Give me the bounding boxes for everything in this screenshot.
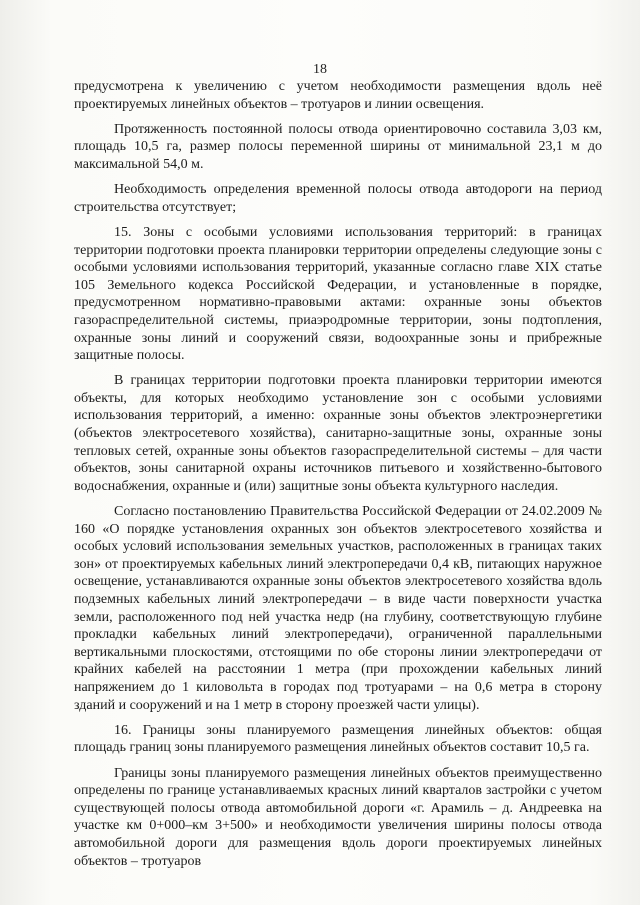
paragraph-special-zones: 15. Зоны с особыми условиями использования территорий: в границах территории подготовки проекта планировки территории определены следующие зоны с особыми условиями использования территорий, указанные согласно главе XIX статье 105 Земельного кодекса Российской Федерации, и установленные в порядке, предусмотренном нормативно-правовыми актами: охранные зоны объектов газораспределительной системы, приаэродромные территории, зоны подтопления, охранные зоны линий и сооружений связи, водоохранные зоны и прибрежные защитные полосы. xyxy=(74,224,602,364)
page-number: 18 xyxy=(313,62,327,77)
paragraph-government-decree: Согласно постановлению Правительства Российской Федерации от 24.02.2009 № 160 «О порядке установления охранных зон объектов электросетевого хозяйства и особых условий использования земельных участков, расположенных в границах таких зон» от проектируемых кабельных линий электропередачи 0,4 кВ, питающих наружное освещение, устанавливаются охранные зоны объектов электросетевого хозяйства вдоль подземных кабельных линий электропередачи – в виде части поверхности участка земли, расположенного под ней участка недр (на глубину, соответствующую глубине прокладки кабельных линий электропередачи), ограниченной параллельными вертикальными плоскостями, отстоящими по обе стороны линии электропередачи от крайних кабелей на расстоянии 1 метра (при прохождении кабельных линий напряжением до 1 киловольта в городах под тротуарами – на 0,6 метра в сторону зданий и сооружений и на 1 метр в сторону проезжей части улицы). xyxy=(74,504,602,713)
paragraph-temporary-allowance: Необходимость определения временной полосы отвода автодороги на период строительства отсутствует; xyxy=(74,182,602,215)
paragraph-row-allowance-continuation: предусмотрена к увеличению с учетом необходимости размещения вдоль неё проектируемых линейных объектов – тротуаров и линии освещения. xyxy=(74,79,602,112)
paragraph-zone-objects: В границах территории подготовки проекта планировки территории имеются объекты, для которых необходимо установление зон с особыми условиями использования территорий, а именно: охранные зоны объектов электроэнергетики (объектов электросетевого хозяйства), санитарно-защитные зоны, охранные зоны тепловых сетей, охранные зоны объектов газораспределительной системы – для части объектов, зоны санитарной охраны источников питьевого и хозяйственно-бытового водоснабжения, охранные и (или) защитные зоны объекта культурного наследия. xyxy=(74,373,602,494)
document-body xyxy=(74,78,602,878)
paragraph-row-allowance-length: Протяженность постоянной полосы отвода ориентировочно составила 3,03 км, площадь 10,5 га, размер полосы переменной ширины от минимальной 23,1 м до максимальной 54,0 м. xyxy=(74,121,602,172)
paragraph-placement-zone-boundaries: Границы зоны планируемого размещения линейных объектов преимущественно определены по границе устанавливаемых красных линий кварталов застройки с учетом существующей полосы отвода автомобильной дороги «г. Арамиль – д. Андреевка на участке км 0+000–км 3+500» и необходимости увеличения ширины полосы отвода автомобильной дороги для размещения вдоль дороги проектируемых линейных объектов – тротуаров xyxy=(74,765,602,869)
paragraph-placement-zone-area: 16. Границы зоны планируемого размещения линейных объектов: общая площадь границ зоны планируемого размещения линейных объектов составит 10,5 га. xyxy=(74,722,602,756)
